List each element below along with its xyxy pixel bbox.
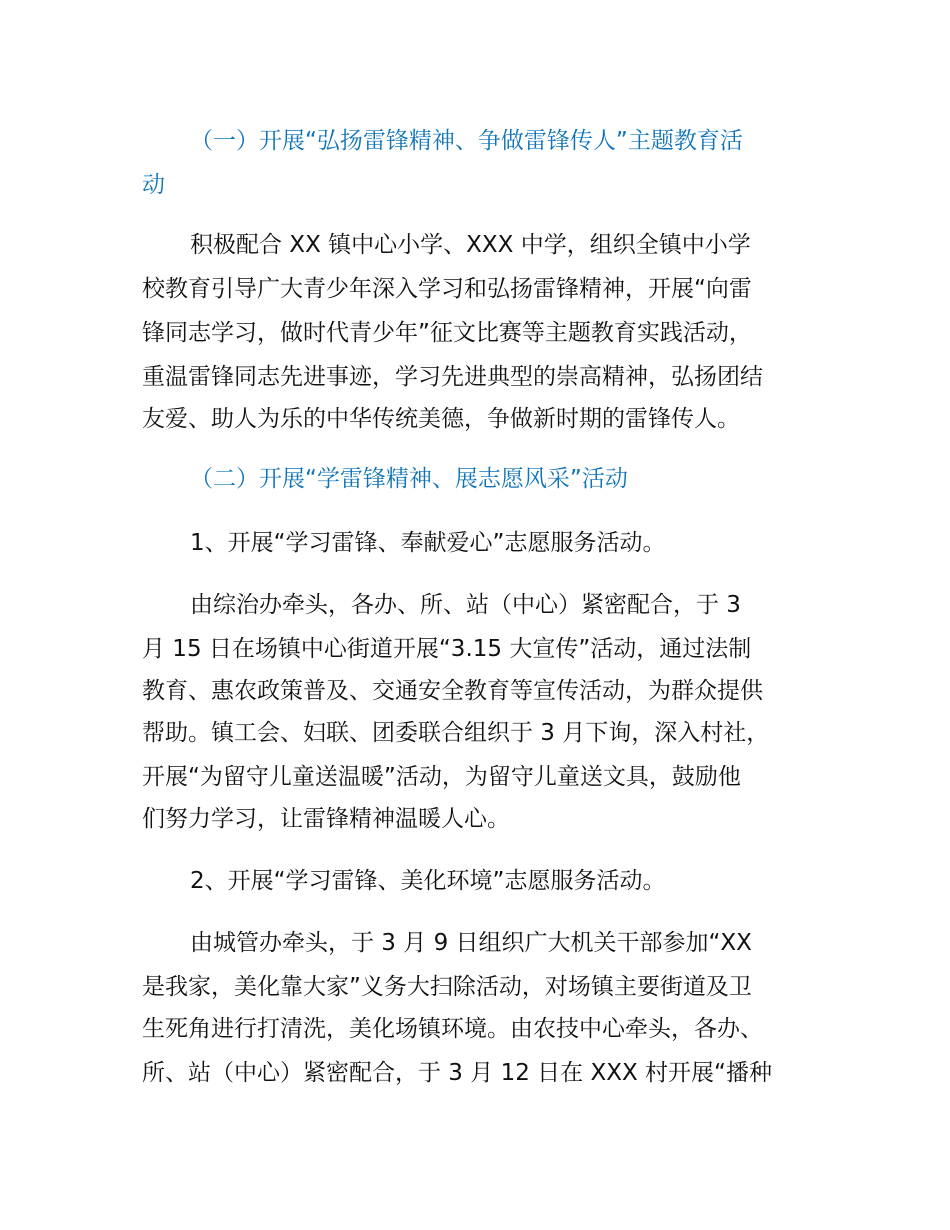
item-1-paragraph-line-3: 教育、惠农政策普及、交通安全教育等宣传活动，为群众提供 xyxy=(142,678,763,704)
section-1-paragraph-line-1: 积极配合 XX 镇中心小学、XXX 中学，组织全镇中小学 xyxy=(190,232,751,258)
item-2-title: 2、开展“学习雷锋、美化环境”志愿服务活动。 xyxy=(190,868,666,894)
section-1-paragraph-line-5: 友爱、助人为乐的中华传统美德，争做新时期的雷锋传人。 xyxy=(142,406,740,432)
item-1-paragraph-line-4: 帮助。镇工会、妇联、团委联合组织于 3 月下询，深入村社， xyxy=(142,720,770,746)
item-1-paragraph-line-1: 由综治办牵头，各办、所、站（中心）紧密配合，于 3 xyxy=(190,592,741,618)
section-1-paragraph-line-2: 校教育引导广大青少年深入学习和弘扬雷锋精神，开展“向雷 xyxy=(142,276,752,302)
item-1-paragraph-line-5: 开展“为留守儿童送温暖”活动，为留守儿童送文具，鼓励他 xyxy=(142,764,741,790)
section-1-heading-line-1: （一）开展“弘扬雷锋精神、争做雷锋传人”主题教育活 xyxy=(190,128,743,154)
section-1-heading-line-2: 动 xyxy=(142,172,165,198)
item-2-paragraph-line-2: 是我家，美化靠大家”义务大扫除活动，对场镇主要街道及卫 xyxy=(142,974,752,1000)
item-1-title: 1、开展“学习雷锋、奉献爱心”志愿服务活动。 xyxy=(190,530,666,556)
item-1-paragraph-line-6: 们努力学习，让雷锋精神温暖人心。 xyxy=(142,806,510,832)
item-2-paragraph-line-4: 所、站（中心）紧密配合，于 3 月 12 日在 XXX 村开展“播种 xyxy=(142,1060,772,1086)
item-1-paragraph-line-2: 月 15 日在场镇中心街道开展“3.15 大宣传”活动，通过法制 xyxy=(142,636,752,662)
item-2-paragraph-line-1: 由城管办牵头，于 3 月 9 日组织广大机关干部参加“XX xyxy=(190,930,752,956)
section-2-heading: （二）开展“学雷锋精神、展志愿风采”活动 xyxy=(190,466,628,492)
section-1-paragraph-line-4: 重温雷锋同志先进事迹，学习先进典型的崇高精神，弘扬团结 xyxy=(142,364,763,390)
item-2-paragraph-line-3: 生死角进行打清洗，美化场镇环境。由农技中心牵头，各办、 xyxy=(142,1016,763,1042)
section-1-paragraph-line-3: 锋同志学习，做时代青少年”征文比赛等主题教育实践活动， xyxy=(142,320,752,346)
